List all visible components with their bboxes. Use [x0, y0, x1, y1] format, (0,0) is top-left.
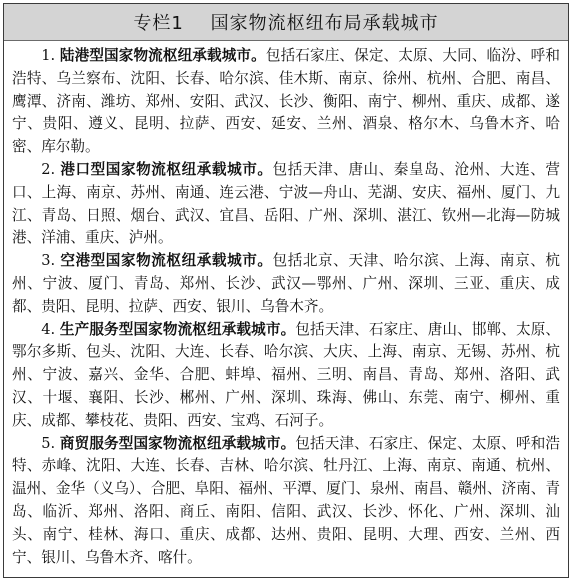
section-heading: 空港型国家物流枢纽承载城市。: [60, 252, 273, 270]
section-number: 3.: [41, 252, 56, 270]
sidebar-title-text: 国家物流枢纽布局承载城市: [210, 13, 439, 34]
section-number: 4.: [41, 320, 56, 338]
section-land-port: [12, 45, 560, 159]
section-body: 包括北京、天津、哈尔滨、上海、南京、杭州、宁波、厦门、青岛、郑州、长沙、武汉—鄂州、广州、深圳、三亚、重庆、成都、贵阳、昆明、拉萨、西安、银川、乌鲁木齐。: [12, 252, 560, 315]
section-airport: [12, 250, 560, 318]
section-seaport: [12, 159, 560, 250]
sidebar-title-label: 专栏1: [133, 13, 184, 34]
section-number: 1.: [41, 47, 56, 64]
section-heading: 生产服务型国家物流枢纽承载城市。: [59, 320, 296, 338]
section-number: 5.: [41, 434, 56, 452]
sidebar-title-bar: [4, 4, 568, 41]
sidebar-box: [3, 3, 569, 578]
section-body: 包括天津、石家庄、唐山、邯郸、太原、鄂尔多斯、包头、沈阳、大连、长春、哈尔滨、大庆、上海、南京、无锡、苏州、杭州、宁波、嘉兴、金华、合肥、蚌埠、福州、三明、南昌、青岛、郑州、洛阳、武汉、十堰、襄阳、长沙、郴州、广州、深圳、珠海、佛山、东莞、南宁、柳州、重庆、成都、攀枝花、贵阳、西安、宝鸡、石河子。: [12, 320, 560, 429]
section-production-service: [12, 319, 560, 433]
section-body: 包括天津、石家庄、保定、太原、呼和浩特、赤峰、沈阳、大连、长春、吉林、哈尔滨、牡丹江、上海、南京、南通、杭州、温州、金华（义乌）、合肥、阜阳、福州、平潭、厦门、泉州、南昌、赣州、济南、青岛、临沂、郑州、洛阳、商丘、南阳、信阳、武汉、长沙、怀化、广州、深圳、汕头、南宁、桂林、海口、重庆、成都、达州、贵阳、昆明、大理、西安、兰州、西宁、银川、乌鲁木齐、喀什。: [12, 434, 560, 566]
section-body: 包括天津、唐山、秦皇岛、沧州、大连、营口、上海、南京、苏州、南通、连云港、宁波—舟山、芜湖、安庆、福州、厦门、九江、青岛、日照、烟台、武汉、宜昌、岳阳、广州、深圳、湛江、钦州—北海—防城港、洋浦、重庆、泸州。: [12, 160, 560, 247]
section-trade-service: [12, 433, 560, 570]
section-body: 包括石家庄、保定、太原、大同、临汾、呼和浩特、乌兰察布、沈阳、长春、哈尔滨、佳木斯、南京、徐州、杭州、合肥、南昌、鹰潭、济南、潍坊、郑州、安阳、武汉、长沙、衡阳、南宁、柳州、重庆、成都、遂宁、贵阳、遵义、昆明、拉萨、西安、延安、兰州、酒泉、格尔木、乌鲁木齐、哈密、库尔勒。: [12, 47, 560, 156]
section-heading: 陆港型国家物流枢纽承载城市。: [59, 47, 266, 64]
section-heading: 商贸服务型国家物流枢纽承载城市。: [59, 434, 296, 452]
sidebar-content: [4, 41, 568, 569]
section-number: 2.: [41, 160, 56, 178]
section-heading: 港口型国家物流枢纽承载城市。: [60, 160, 273, 178]
